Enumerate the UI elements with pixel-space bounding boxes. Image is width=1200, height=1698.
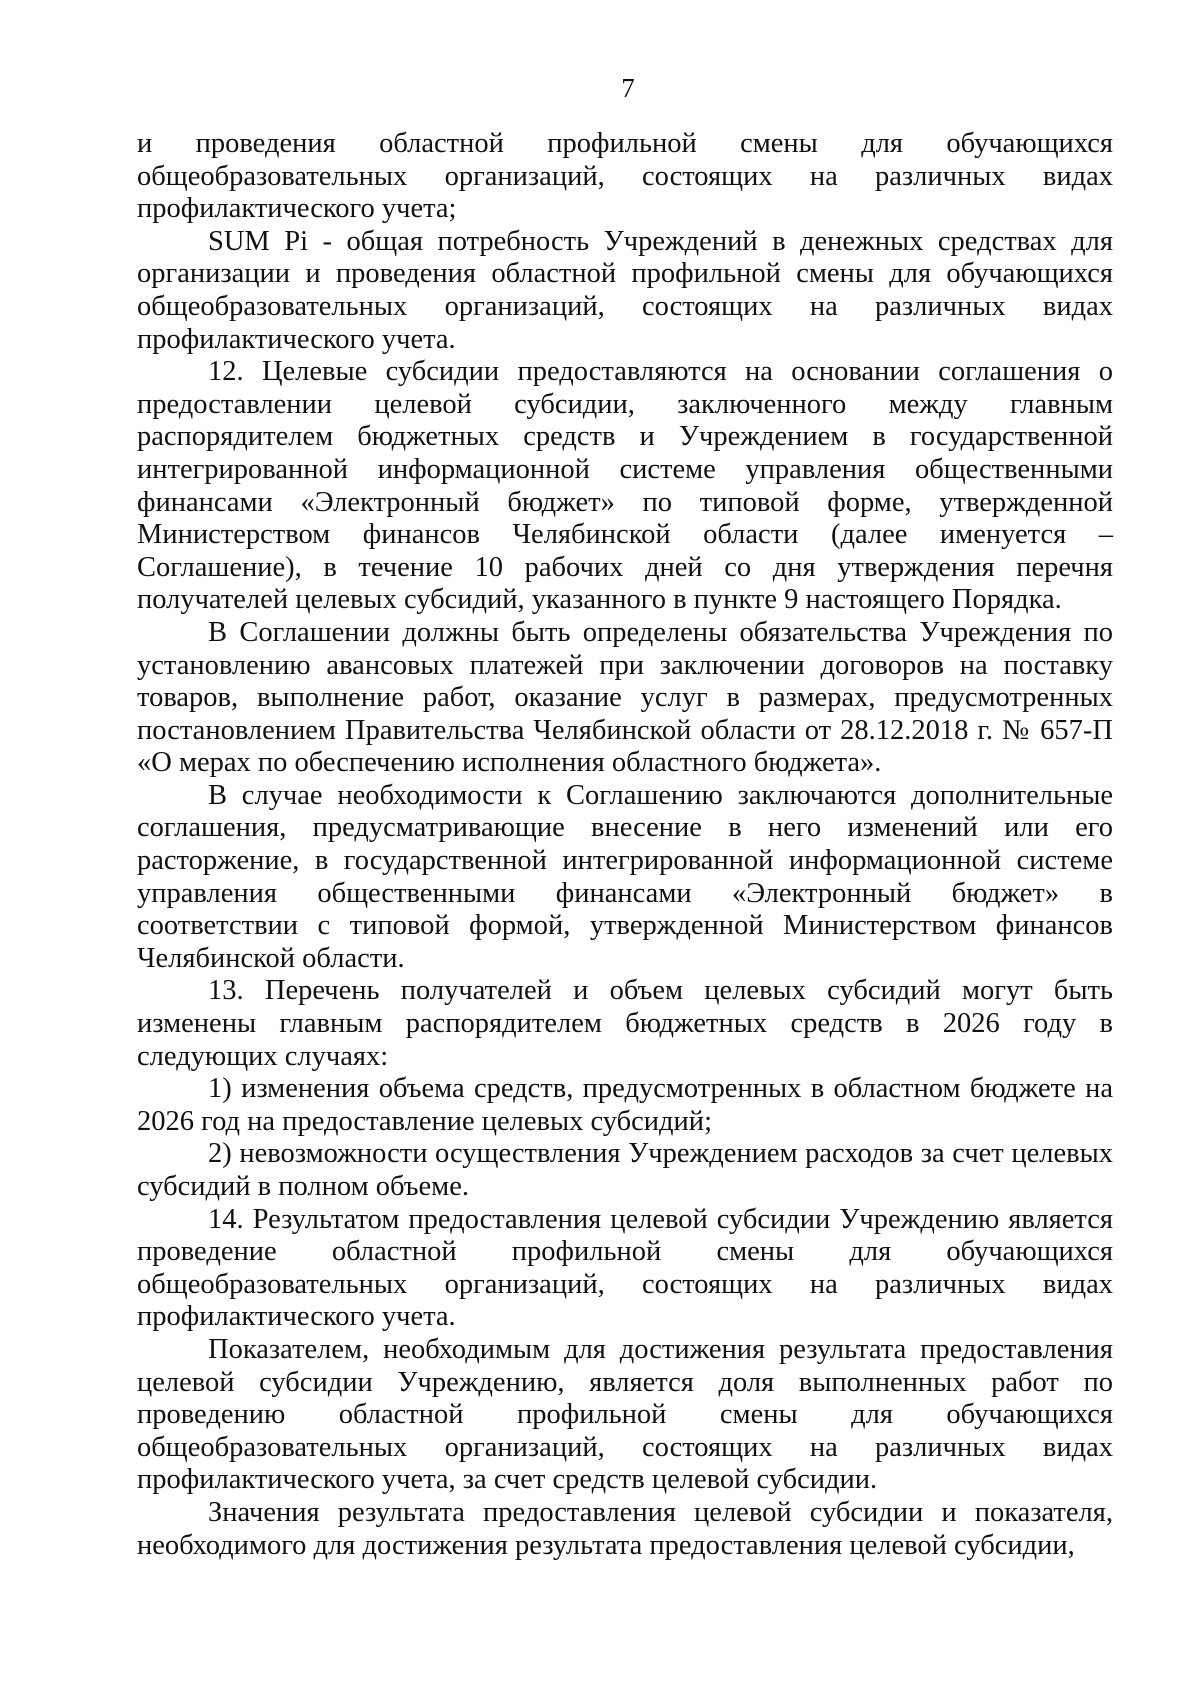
paragraph-continuation: и проведения областной профильной смены для обучающихся общеобразовательных организаций, состоящих на различных видах профилактического учета; (137, 128, 1113, 225)
paragraph-case-1: 1) изменения объема средств, предусмотренных в областном бюджете на 2026 год на предоставление целевых субсидий; (137, 1073, 1113, 1137)
page-number: 7 (621, 73, 635, 103)
paragraph-agreement-obligations: В Соглашении должны быть определены обязательства Учреждения по установлению авансовых платежей при заключении договоров на поставку товаров, выполнение работ, оказание услуг в размерах, предусмотренных постановлением Правительства Челябинской области от 28.12.2018 г. № 657-П «О мерах по обеспечению исполнения областного бюджета». (137, 616, 1113, 779)
paragraph-item-13: 13. Перечень получателей и объем целевых субсидий могут быть изменены главным распорядителем бюджетных средств в 2026 году в следующих случаях: (137, 975, 1113, 1072)
document-body (137, 128, 1113, 1562)
paragraph-indicator: Показателем, необходимым для достижения результата предоставления целевой субсидии Учреждению, является доля выполненных работ по проведению областной профильной смены для обучающихся общеобразовательных организаций, состоящих на различных видах профилактического учета, за счет средств целевой субсидии. (137, 1333, 1113, 1496)
paragraph-additional-agreements: В случае необходимости к Соглашению заключаются дополнительные соглашения, предусматривающие внесение в него изменений или его расторжение, в государственной интегрированной информационной системе управления общественными финансами «Электронный бюджет» в соответствии с типовой формой, утвержденной Министерством финансов Челябинской области. (137, 779, 1113, 974)
paragraph-case-2: 2) невозможности осуществления Учреждением расходов за счет целевых субсидий в полном объеме. (137, 1138, 1113, 1202)
paragraph-sum-pi-definition: SUM Pi - общая потребность Учреждений в денежных средствах для организации и проведения областной профильной смены для обучающихся общеобразовательных организаций, состоящих на различных видах профилактического учета. (137, 225, 1113, 355)
paragraph-values: Значения результата предоставления целевой субсидии и показателя, необходимого для достижения результата предоставления целевой субсидии, (137, 1496, 1113, 1561)
paragraph-item-12: 12. Целевые субсидии предоставляются на основании соглашения о предоставлении целевой субсидии, заключенного между главным распорядителем бюджетных средств и Учреждением в государственной интегрированной информационной системе управления общественными финансами «Электронный бюджет» по типовой форме, утвержденной Министерством финансов Челябинской области (далее именуется – Соглашение), в течение 10 рабочих дней со дня утверждения перечня получателей целевых субсидий, указанного в пункте 9 настоящего Порядка. (137, 356, 1113, 616)
paragraph-item-14: 14. Результатом предоставления целевой субсидии Учреждению является проведение областной профильной смены для обучающихся общеобразовательных организаций, состоящих на различных видах профилактического учета. (137, 1203, 1113, 1333)
